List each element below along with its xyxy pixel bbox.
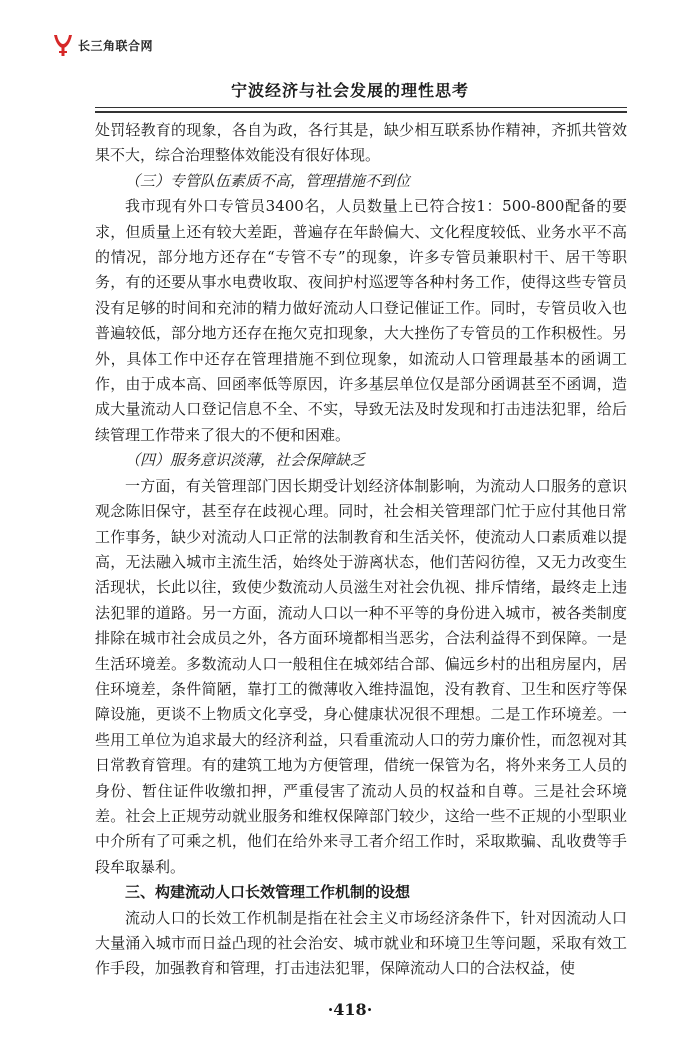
paragraph: 流动人口的长效工作机制是指在社会主义市场经济条件下，针对因流动人口大量涌入城市而日益凸现的社会治安、城市就业和环境卫生等问题，采取有效工作手段，加强教育和管理，打击违法犯罪，保障流动人口的合法权益，使: [95, 908, 627, 978]
header-rule-thin: [95, 107, 627, 108]
subsection-heading-3: （三）专管队伍素质不高，管理措施不到位: [125, 171, 411, 190]
paragraph: 我市现有外口专管员3400名，人员数量上已符合按1：500-800配备的要求，但质量上还有较大差距，普遍存在年龄偏大、文化程度较低、业务水平不高的情况，部分地方还存在“专管不专”的现象，许多专管员兼职村干、居干等职务，有的还要从事水电费收取、夜间护村巡逻等各种村务工作，使得这些专管员没有足够的时间和充沛的精力做好流动人口登记催证工作。同时，专管员收入也普遍较低，部分地方还存在拖欠克扣现象，大大挫伤了专管员的工作积极性。另外，具体工作中还存在管理措施不到位现象，如流动人口管理最基本的函调工作，由于成本高、回函率低等原因，许多基层单位仅是部分函调甚至不函调，造成大量流动人口登记信息不全、不实，导致无法及时发现和打击违法犯罪，给后续管理工作带来了很大的不便和困难。: [95, 197, 627, 444]
logo-icon: [52, 32, 74, 58]
section-heading: 三、构建流动人口长效管理工作机制的设想: [125, 883, 411, 902]
page-header-title: 宁波经济与社会发展的理性思考: [230, 81, 469, 100]
document-body: [95, 118, 627, 982]
paragraph: 一方面，有关管理部门因长期受计划经济体制影响，为流动人口服务的意识观念陈旧保守，甚至存在歧视心理。同时，社会相关管理部门忙于应付其他日常工作事务，缺少对流动人口正常的法制教育和生活关怀，使流动人口素质难以提高，无法融入城市主流生活，始终处于游离状态，他们苦闷彷徨，又无力改变生活现状，长此以往，致使少数流动人员滋生对社会仇视、排斥情绪，最终走上违法犯罪的道路。另一方面，流动人口以一种不平等的身份进入城市，被各类制度排除在城市社会成员之外，各方面环境都相当恶劣，合法利益得不到保障。一是生活环境差。多数流动人口一般租住在城郊结合部、偏远乡村的出租房屋内，居住环境差，条件简陋，靠打工的微薄收入维持温饱，没有教育、卫生和医疗等保障设施，更谈不上物质文化享受，身心健康状况很不理想。二是工作环境差。一些用工单位为追求最大的经济利益，只看重流动人口的劳力廉价性，而忽视对其日常教育管理。有的建筑工地为方便管理，借统一保管为名，将外来务工人员的身份、暂住证件收缴扣押，严重侵害了流动人员的权益和自尊。三是社会环境差。社会上正规劳动就业服务和维权保障部门较少，这给一些不正规的小型职业中介所有了可乘之机，他们在给外来寻工者介绍工作时，采取欺骗、乱收费等手段牟取暴利。: [95, 476, 627, 876]
page-number: ·418·: [327, 1000, 373, 1019]
logo-text: 长三角联合网: [78, 38, 154, 53]
paragraph: 处罚轻教育的现象，各自为政，各行其是，缺少相互联系协作精神，齐抓共管效果不大，综合治理整体效能没有很好体现。: [95, 121, 627, 165]
subsection-heading-4: （四）服务意识淡薄，社会保障缺乏: [125, 451, 366, 470]
site-logo[interactable]: [52, 30, 153, 60]
header-rule-thick: [95, 111, 627, 113]
